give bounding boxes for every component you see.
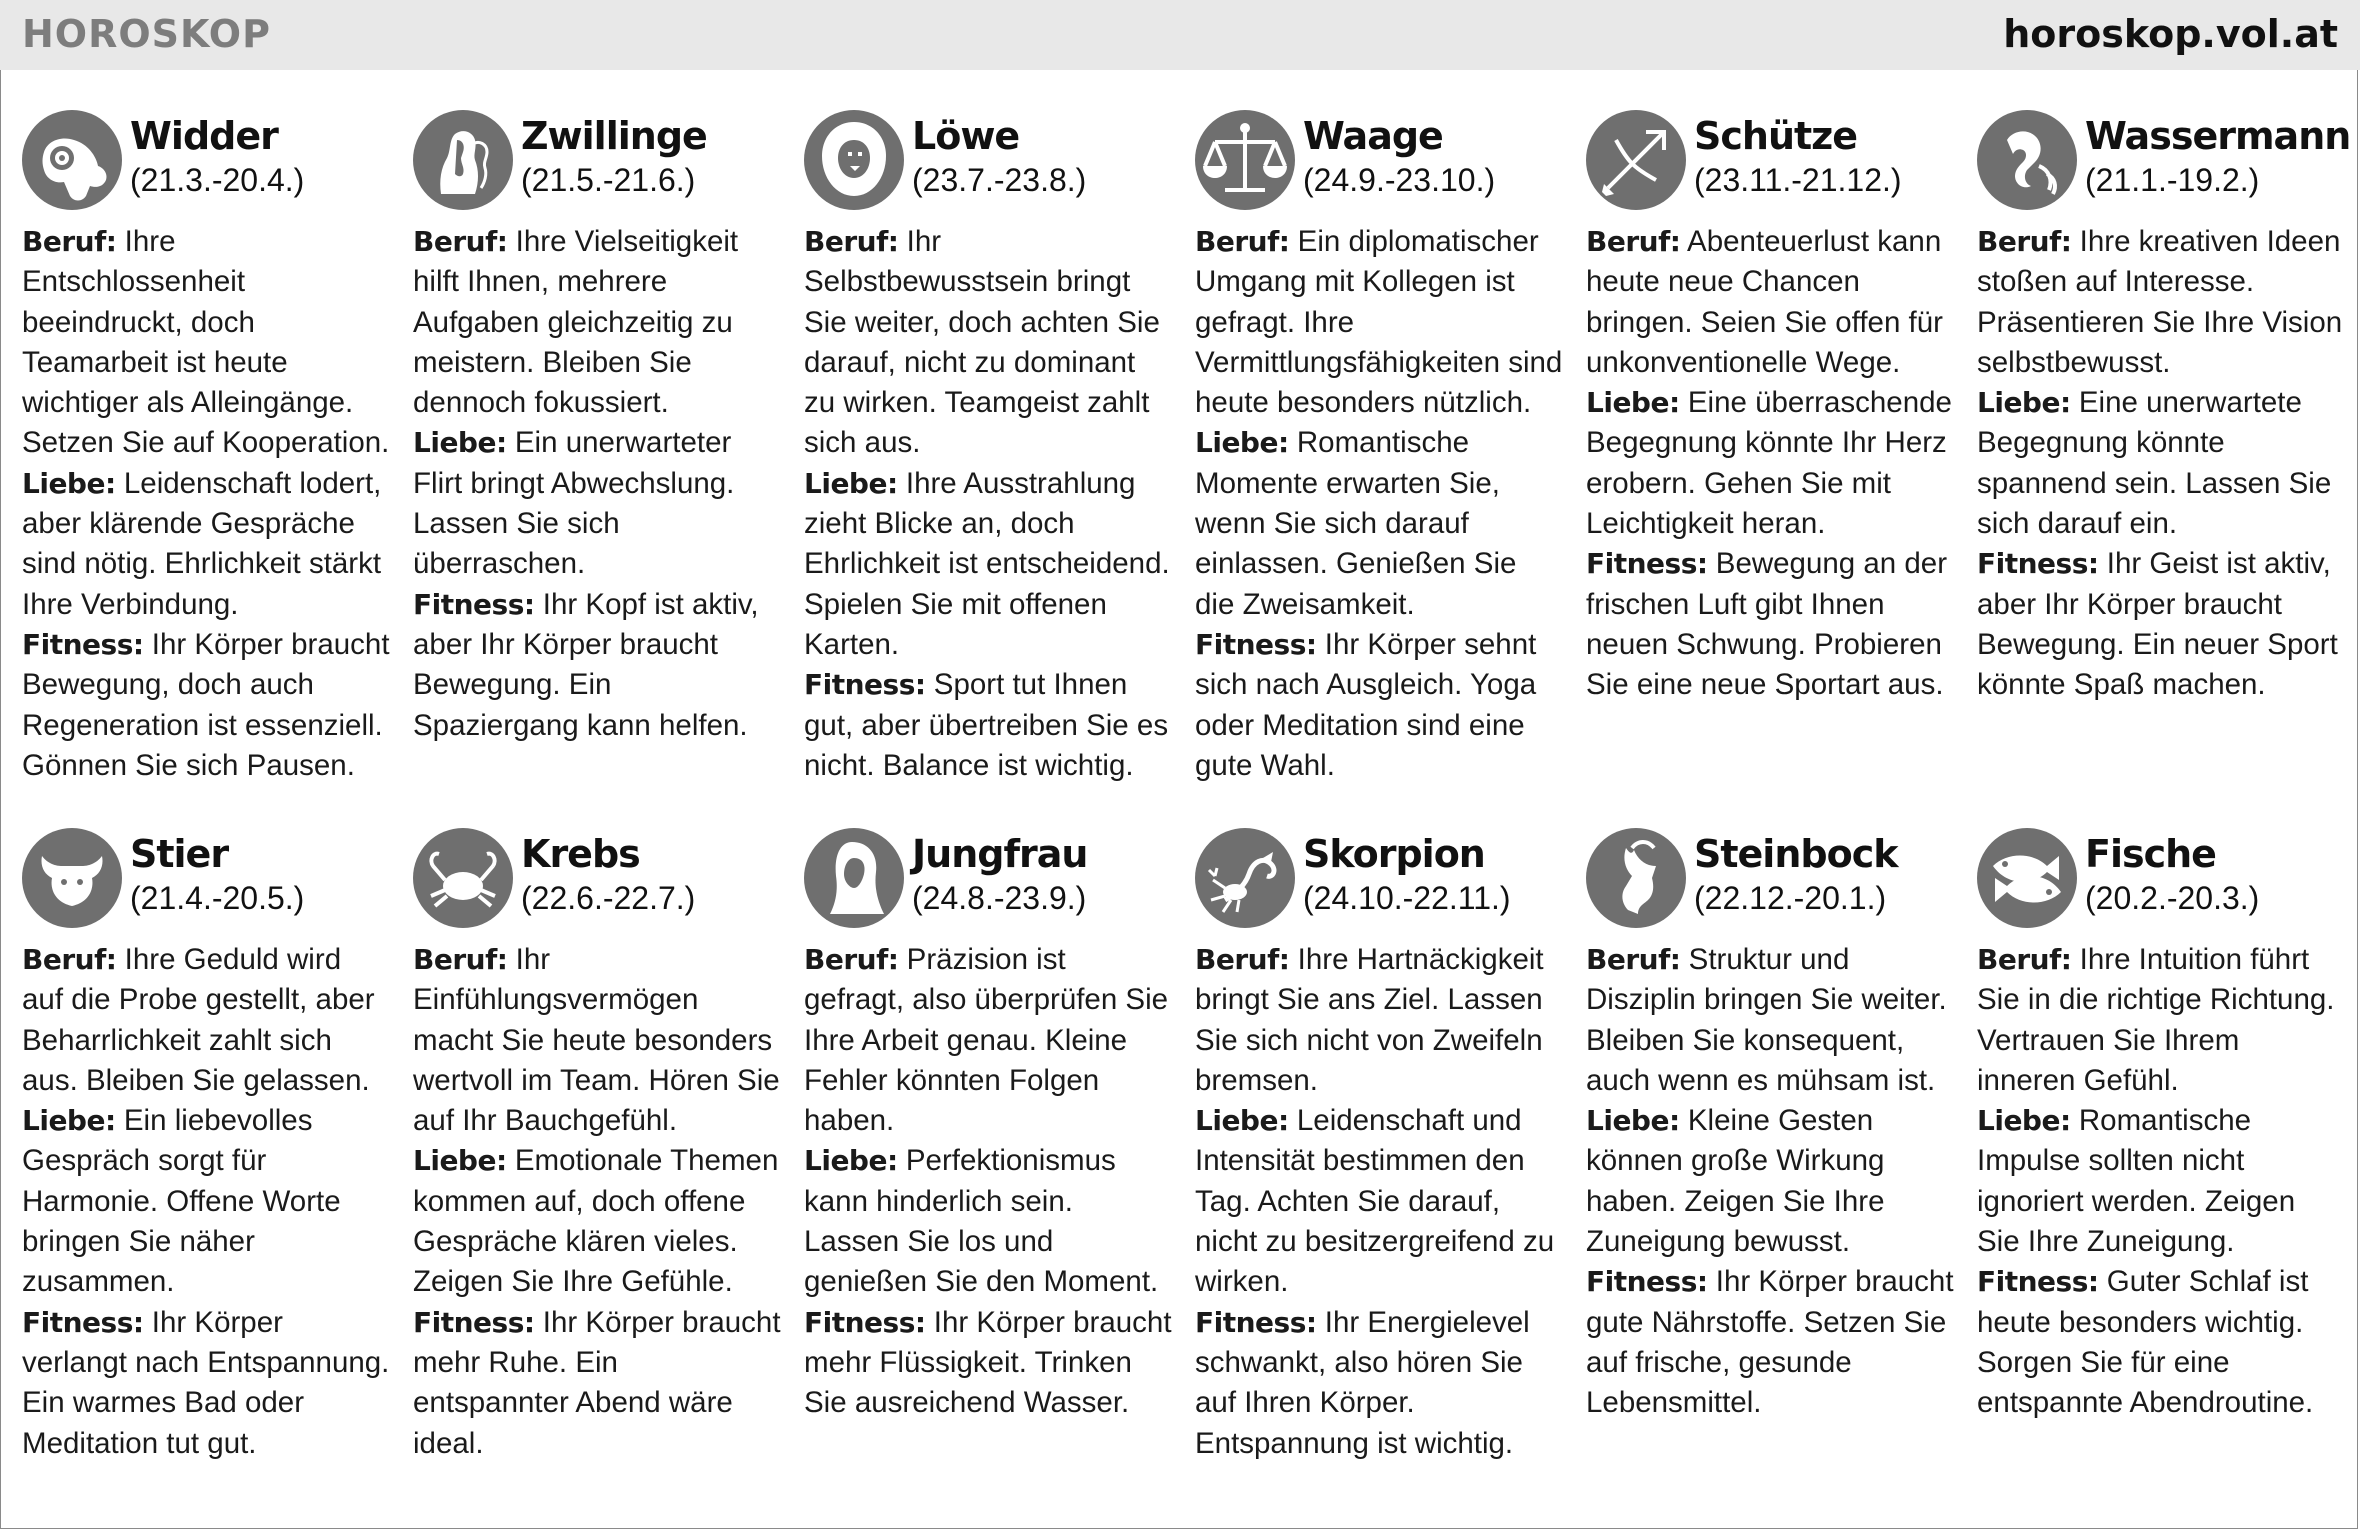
fitness-text: Guter Schlaf ist heute besonders wichtig. Sorgen Sie für eine entspannte Abendroutine.: [1977, 1265, 2314, 1420]
scales-icon: [1195, 110, 1295, 210]
liebe-text: Kleine Gesten können große Wirkung haben. Zeigen Sie Ihre Zuneigung bewusst.: [1586, 1104, 1885, 1259]
sign-fische: [1977, 828, 2345, 1424]
beruf-text: Abenteuerlust kann heute neue Chancen bringen. Seien Sie offen für unkonventionelle Wege.: [1586, 225, 1943, 379]
scorpion-icon: [1195, 828, 1295, 928]
fitness-paragraph: [22, 1303, 390, 1464]
sign-text: [413, 222, 781, 746]
beruf-text: Ihre Entschlossenheit beeindruckt, doch Teamarbeit ist heute wichtiger als Alleingänge. Setzen Sie auf Kooperation.: [22, 225, 390, 460]
sign-name: Schütze: [1694, 114, 1858, 158]
liebe-label: Liebe:: [22, 1104, 116, 1138]
header-bar: [0, 0, 2360, 70]
fitness-label: Fitness:: [1586, 547, 1708, 581]
sign-name: Skorpion: [1303, 832, 1485, 876]
beruf-text: Struktur und Disziplin bringen Sie weiter. Bleiben Sie konsequent, auch wenn es mühsam ist.: [1586, 943, 1947, 1097]
fitness-label: Fitness:: [804, 668, 926, 702]
beruf-text: Ein diplomatischer Umgang mit Kollegen ist gefragt. Ihre Vermittlungsfähigkeiten sind heute besonders nützlich.: [1195, 225, 1563, 420]
sign-text: [1195, 222, 1563, 786]
liebe-paragraph: [804, 1141, 1172, 1302]
sign-header: [413, 828, 781, 932]
sign-name: Krebs: [521, 832, 640, 876]
fitness-text: Sport tut Ihnen gut, aber übertreiben Sie es nicht. Balance ist wichtig.: [804, 668, 1169, 782]
sign-waage: [1195, 110, 1563, 786]
beruf-text: Ihr Einfühlungsvermögen macht Sie heute besonders wertvoll im Team. Hören Sie auf Ihr Bauchgefühl.: [413, 943, 780, 1138]
liebe-paragraph: [413, 1141, 781, 1302]
sign-löwe: [804, 110, 1172, 786]
fitness-text: Ihr Körper braucht mehr Flüssigkeit. Trinken Sie ausreichend Wasser.: [804, 1305, 1172, 1420]
archer-icon: [1586, 110, 1686, 210]
liebe-paragraph: [1586, 1101, 1954, 1262]
liebe-label: Liebe:: [1586, 1104, 1680, 1138]
ram-icon: [22, 110, 122, 210]
fitness-label: Fitness:: [413, 587, 535, 621]
beruf-label: Beruf:: [22, 225, 117, 258]
sign-text: [22, 940, 390, 1464]
liebe-paragraph: [1977, 383, 2345, 544]
sign-text: [413, 940, 781, 1464]
beruf-paragraph: [1195, 940, 1563, 1101]
sign-date: (22.12.-20.1.): [1694, 880, 1887, 916]
beruf-paragraph: [804, 940, 1172, 1141]
beruf-paragraph: [22, 940, 390, 1101]
sign-date: (21.5.-21.6.): [521, 162, 696, 198]
fitness-paragraph: [1195, 1303, 1563, 1464]
liebe-text: Emotionale Themen kommen auf, doch offene Gespräche klären vieles. Zeigen Sie Ihre Gefühle.: [413, 1144, 779, 1299]
beruf-label: Beruf:: [1977, 225, 2072, 258]
beruf-paragraph: [1977, 940, 2345, 1101]
liebe-paragraph: [22, 1101, 390, 1302]
beruf-label: Beruf:: [1586, 943, 1681, 976]
twins-icon: [413, 110, 513, 210]
liebe-text: Eine unerwartete Begegnung könnte spannend sein. Lassen Sie sich darauf ein.: [1977, 386, 2332, 541]
beruf-label: Beruf:: [1195, 943, 1290, 976]
beruf-paragraph: [413, 222, 781, 423]
sign-header: [1977, 828, 2345, 932]
beruf-label: Beruf:: [1586, 225, 1681, 258]
fitness-label: Fitness:: [413, 1305, 535, 1339]
fitness-text: Ihr Körper braucht mehr Ruhe. Ein entspannter Abend wäre ideal.: [413, 1305, 781, 1460]
fitness-text: Ihr Körper braucht gute Nährstoffe. Setzen Sie auf frische, gesunde Lebensmittel.: [1586, 1265, 1954, 1420]
sign-header: [804, 110, 1172, 214]
liebe-text: Leidenschaft und Intensität bestimmen den Tag. Achten Sie darauf, nicht zu besitzergreifend zu wirken.: [1195, 1104, 1555, 1299]
crab-icon: [413, 828, 513, 928]
sign-skorpion: [1195, 828, 1563, 1464]
fitness-label: Fitness:: [1977, 547, 2099, 581]
beruf-label: Beruf:: [804, 225, 899, 258]
sign-schütze: [1586, 110, 1954, 706]
sign-text: [1586, 222, 1954, 706]
liebe-label: Liebe:: [1586, 386, 1680, 420]
sign-text: [1977, 940, 2345, 1424]
beruf-paragraph: [22, 222, 390, 464]
sign-name: Waage: [1303, 114, 1443, 158]
beruf-text: Ihre Intuition führt Sie in die richtige Richtung. Vertrauen Sie Ihrem inneren Gefühl.: [1977, 943, 2335, 1097]
fitness-paragraph: [413, 585, 781, 746]
liebe-label: Liebe:: [1195, 1104, 1289, 1138]
beruf-paragraph: [1586, 222, 1954, 383]
beruf-label: Beruf:: [413, 225, 508, 258]
sign-widder: [22, 110, 390, 786]
sign-text: [1586, 940, 1954, 1424]
beruf-label: Beruf:: [22, 943, 117, 976]
liebe-text: Ihre Ausstrahlung zieht Blicke an, doch Ehrlichkeit ist entscheidend. Spielen Sie mit offenen Karten.: [804, 466, 1170, 661]
sign-name: Stier: [130, 832, 229, 876]
beruf-text: Präzision ist gefragt, also überprüfen Sie Ihre Arbeit genau. Kleine Fehler könnten Folgen haben.: [804, 943, 1169, 1138]
beruf-paragraph: [1977, 222, 2345, 383]
sign-header: [804, 828, 1172, 932]
liebe-text: Romantische Momente erwarten Sie, wenn Sie sich darauf einlassen. Genießen Sie die Zweisamkeit.: [1195, 426, 1517, 621]
virgin-icon: [804, 828, 904, 928]
fitness-text: Ihr Geist ist aktiv, aber Ihr Körper braucht Bewegung. Ein neuer Sport könnte Spaß machen.: [1977, 547, 2338, 702]
liebe-label: Liebe:: [1195, 426, 1289, 460]
sign-name: Wassermann: [2085, 114, 2351, 158]
liebe-paragraph: [1977, 1101, 2345, 1262]
beruf-text: Ihre Geduld wird auf die Probe gestellt, aber Beharrlichkeit zahlt sich aus. Bleiben Sie gelassen.: [22, 943, 375, 1097]
page-title: HOROSKOP: [22, 12, 271, 56]
sign-name: Fische: [2085, 832, 2216, 876]
sign-date: (21.4.-20.5.): [130, 880, 305, 916]
sign-name: Widder: [130, 114, 278, 158]
sign-date: (20.2.-20.3.): [2085, 880, 2260, 916]
sign-jungfrau: [804, 828, 1172, 1424]
sign-text: [804, 940, 1172, 1424]
liebe-label: Liebe:: [413, 426, 507, 460]
fitness-label: Fitness:: [804, 1305, 926, 1339]
sign-header: [22, 828, 390, 932]
sign-header: [1195, 828, 1563, 932]
sign-stier: [22, 828, 390, 1464]
liebe-label: Liebe:: [413, 1144, 507, 1178]
fitness-paragraph: [804, 1303, 1172, 1424]
sign-text: [1195, 940, 1563, 1464]
sign-header: [22, 110, 390, 214]
fitness-paragraph: [1586, 1262, 1954, 1423]
sign-krebs: [413, 828, 781, 1464]
sign-header: [1195, 110, 1563, 214]
beruf-label: Beruf:: [413, 943, 508, 976]
fitness-text: Ihr Körper braucht Bewegung, doch auch Regeneration ist essenziell. Gönnen Sie sich Pausen.: [22, 627, 390, 782]
fitness-paragraph: [1586, 544, 1954, 705]
liebe-label: Liebe:: [1977, 1104, 2071, 1138]
liebe-text: Romantische Impulse sollten nicht ignoriert werden. Zeigen Sie Ihre Zuneigung.: [1977, 1104, 2296, 1259]
sign-header: [413, 110, 781, 214]
beruf-text: Ihre Vielseitigkeit hilft Ihnen, mehrere Aufgaben gleichzeitig zu meistern. Bleiben Sie dennoch fokussiert.: [413, 225, 739, 420]
fitness-paragraph: [1195, 625, 1563, 786]
sign-date: (23.7.-23.8.): [912, 162, 1087, 198]
liebe-label: Liebe:: [804, 1144, 898, 1178]
fitness-label: Fitness:: [1195, 1305, 1317, 1339]
liebe-text: Ein liebevolles Gespräch sorgt für Harmonie. Offene Worte bringen Sie näher zusammen.: [22, 1104, 341, 1299]
liebe-text: Perfektionismus kann hinderlich sein. Lassen Sie los und genießen Sie den Moment.: [804, 1144, 1159, 1299]
beruf-text: Ihre Hartnäckigkeit bringt Sie ans Ziel. Lassen Sie sich nicht von Zweifeln bremsen.: [1195, 943, 1544, 1097]
liebe-paragraph: [1586, 383, 1954, 544]
goat-icon: [1586, 828, 1686, 928]
sign-name: Steinbock: [1694, 832, 1898, 876]
sign-header: [1977, 110, 2351, 214]
liebe-label: Liebe:: [1977, 386, 2071, 420]
fish-icon: [1977, 828, 2077, 928]
sign-date: (21.1.-19.2.): [2085, 162, 2260, 198]
liebe-text: Ein unerwarteter Flirt bringt Abwechslung. Lassen Sie sich überraschen.: [413, 426, 735, 581]
sign-text: [22, 222, 390, 786]
liebe-label: Liebe:: [22, 466, 116, 500]
beruf-paragraph: [1195, 222, 1563, 423]
beruf-text: Ihre kreativen Ideen stoßen auf Interesse. Präsentieren Sie Ihre Vision selbstbewusst.: [1977, 225, 2343, 379]
liebe-text: Eine überraschende Begegnung könnte Ihr Herz erobern. Gehen Sie mit Leichtigkeit heran.: [1586, 386, 1952, 541]
beruf-paragraph: [413, 940, 781, 1141]
sign-date: (24.8.-23.9.): [912, 880, 1087, 916]
beruf-paragraph: [804, 222, 1172, 464]
lion-icon: [804, 110, 904, 210]
fitness-text: Ihr Körper sehnt sich nach Ausgleich. Yoga oder Meditation sind eine gute Wahl.: [1195, 627, 1537, 782]
sign-steinbock: [1586, 828, 1954, 1424]
fitness-text: Bewegung an der frischen Luft gibt Ihnen neuen Schwung. Probieren Sie eine neue Sportart aus.: [1586, 547, 1948, 702]
sign-name: Zwillinge: [521, 114, 707, 158]
sign-date: (21.3.-20.4.): [130, 162, 305, 198]
sign-header: [1586, 110, 1954, 214]
sign-date: (24.9.-23.10.): [1303, 162, 1496, 198]
sign-wassermann: [1977, 110, 2351, 706]
liebe-paragraph: [1195, 1101, 1563, 1302]
fitness-paragraph: [1977, 1262, 2345, 1423]
beruf-paragraph: [1586, 940, 1954, 1101]
sign-date: (23.11.-21.12.): [1694, 162, 1902, 198]
beruf-text: Ihr Selbstbewusstsein bringt Sie weiter, doch achten Sie darauf, nicht zu dominant zu wirken. Teamgeist zahlt sich aus.: [804, 225, 1160, 460]
fitness-paragraph: [22, 625, 390, 786]
site-url: horoskop.vol.at: [2003, 12, 2338, 56]
fitness-paragraph: [804, 665, 1172, 786]
water-bearer-icon: [1977, 110, 2077, 210]
sign-name: Jungfrau: [912, 832, 1088, 876]
fitness-label: Fitness:: [22, 627, 144, 661]
fitness-paragraph: [413, 1303, 781, 1464]
beruf-label: Beruf:: [1977, 943, 2072, 976]
fitness-text: Ihr Kopf ist aktiv, aber Ihr Körper braucht Bewegung. Ein Spaziergang kann helfen.: [413, 587, 759, 742]
fitness-label: Fitness:: [22, 1305, 144, 1339]
liebe-paragraph: [413, 423, 781, 584]
liebe-paragraph: [22, 464, 390, 625]
liebe-paragraph: [1195, 423, 1563, 624]
sign-text: [804, 222, 1172, 786]
sign-header: [1586, 828, 1954, 932]
sign-name: Löwe: [912, 114, 1020, 158]
sign-text: [1977, 222, 2345, 706]
sign-zwillinge: [413, 110, 781, 746]
fitness-label: Fitness:: [1195, 627, 1317, 661]
fitness-label: Fitness:: [1977, 1265, 2099, 1299]
beruf-label: Beruf:: [804, 943, 899, 976]
fitness-paragraph: [1977, 544, 2345, 705]
liebe-text: Leidenschaft lodert, aber klärende Gespräche sind nötig. Ehrlichkeit stärkt Ihre Verbindung.: [22, 466, 382, 621]
liebe-paragraph: [804, 464, 1172, 665]
fitness-text: Ihr Energielevel schwankt, also hören Sie auf Ihren Körper. Entspannung ist wichtig.: [1195, 1305, 1530, 1460]
sign-date: (24.10.-22.11.): [1303, 880, 1511, 916]
beruf-label: Beruf:: [1195, 225, 1290, 258]
sign-date: (22.6.-22.7.): [521, 880, 696, 916]
bull-icon: [22, 828, 122, 928]
fitness-label: Fitness:: [1586, 1265, 1708, 1299]
fitness-text: Ihr Körper verlangt nach Entspannung. Ein warmes Bad oder Meditation tut gut.: [22, 1305, 390, 1460]
liebe-label: Liebe:: [804, 466, 898, 500]
